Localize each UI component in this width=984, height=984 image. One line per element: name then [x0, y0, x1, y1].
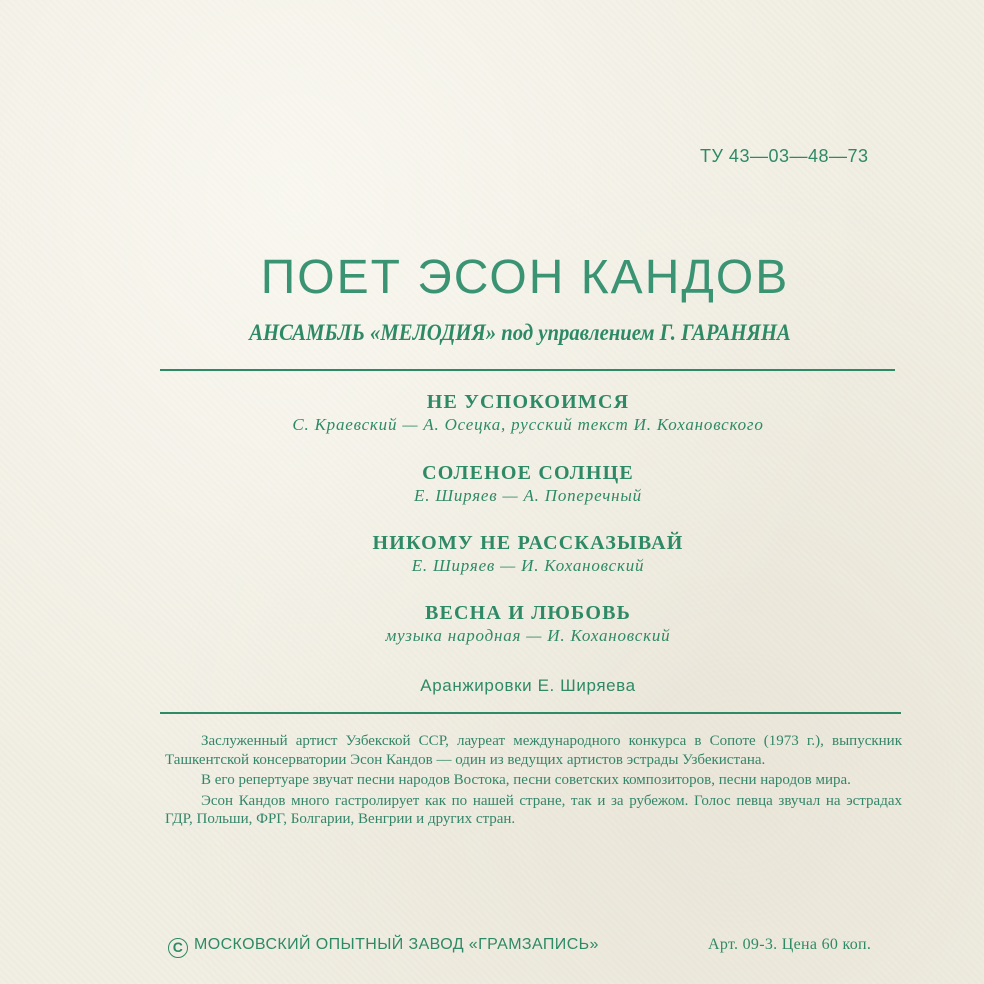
manufacturer-line	[168, 936, 599, 958]
divider-bottom	[160, 712, 901, 714]
track-title: НИКОМУ НЕ РАССКАЗЫВАЙ	[372, 532, 684, 554]
arrangement-credit: Аранжировки Е. Ширяева	[420, 676, 636, 695]
divider-top	[160, 369, 895, 371]
track-2	[0, 462, 984, 506]
track-credit: С. Краевский — А. Осецка, русский текст И. Кохановского	[292, 415, 764, 434]
track-title: НЕ УСПОКОИМСЯ	[426, 391, 630, 413]
track-title: СОЛЕНОЕ СОЛНЦЕ	[422, 462, 634, 484]
track-title: ВЕСНА И ЛЮБОВЬ	[424, 602, 632, 624]
track-credit: Е. Ширяев — И. Кохановский	[411, 556, 645, 575]
catalog-number: ТУ 43—03—48—73	[700, 146, 869, 166]
article-price: Арт. 09-3. Цена 60 коп.	[708, 936, 872, 953]
track-3	[0, 532, 984, 576]
track-4	[0, 602, 984, 646]
bio-paragraph: В его репертуаре звучат песни народов Востока, песни советских композиторов, песни народов мира.	[201, 772, 851, 788]
copyright-icon: C	[168, 938, 188, 958]
album-title: ПОЕТ ЭСОН КАНДОВ	[260, 251, 790, 304]
bio-paragraph: Эсон Кандов много гастролирует как по нашей стране, так и за рубежом. Голос певца звучал на эстрадах ГДР, Польши, ФРГ, Болгарии, Венгрии и других стран.	[165, 792, 902, 827]
ensemble-credit: АНСАМБЛЬ «МЕЛОДИЯ» под управлением Г. ГАРАНЯНА	[249, 320, 791, 345]
artist-biography	[165, 732, 902, 829]
bio-paragraph: Заслуженный артист Узбекской ССР, лауреат международного конкурса в Сопоте (1973 г.), выпускник Ташкентской консерватории Эсон Кандов — один из ведущих артистов эстрады Узбекистана.	[165, 733, 902, 768]
track-1	[0, 391, 984, 435]
track-credit: Е. Ширяев — А. Поперечный	[414, 486, 642, 505]
track-credit: музыка народная — И. Кохановский	[385, 626, 671, 645]
manufacturer-name: МОСКОВСКИЙ ОПЫТНЫЙ ЗАВОД «ГРАМЗАПИСЬ»	[194, 936, 599, 953]
